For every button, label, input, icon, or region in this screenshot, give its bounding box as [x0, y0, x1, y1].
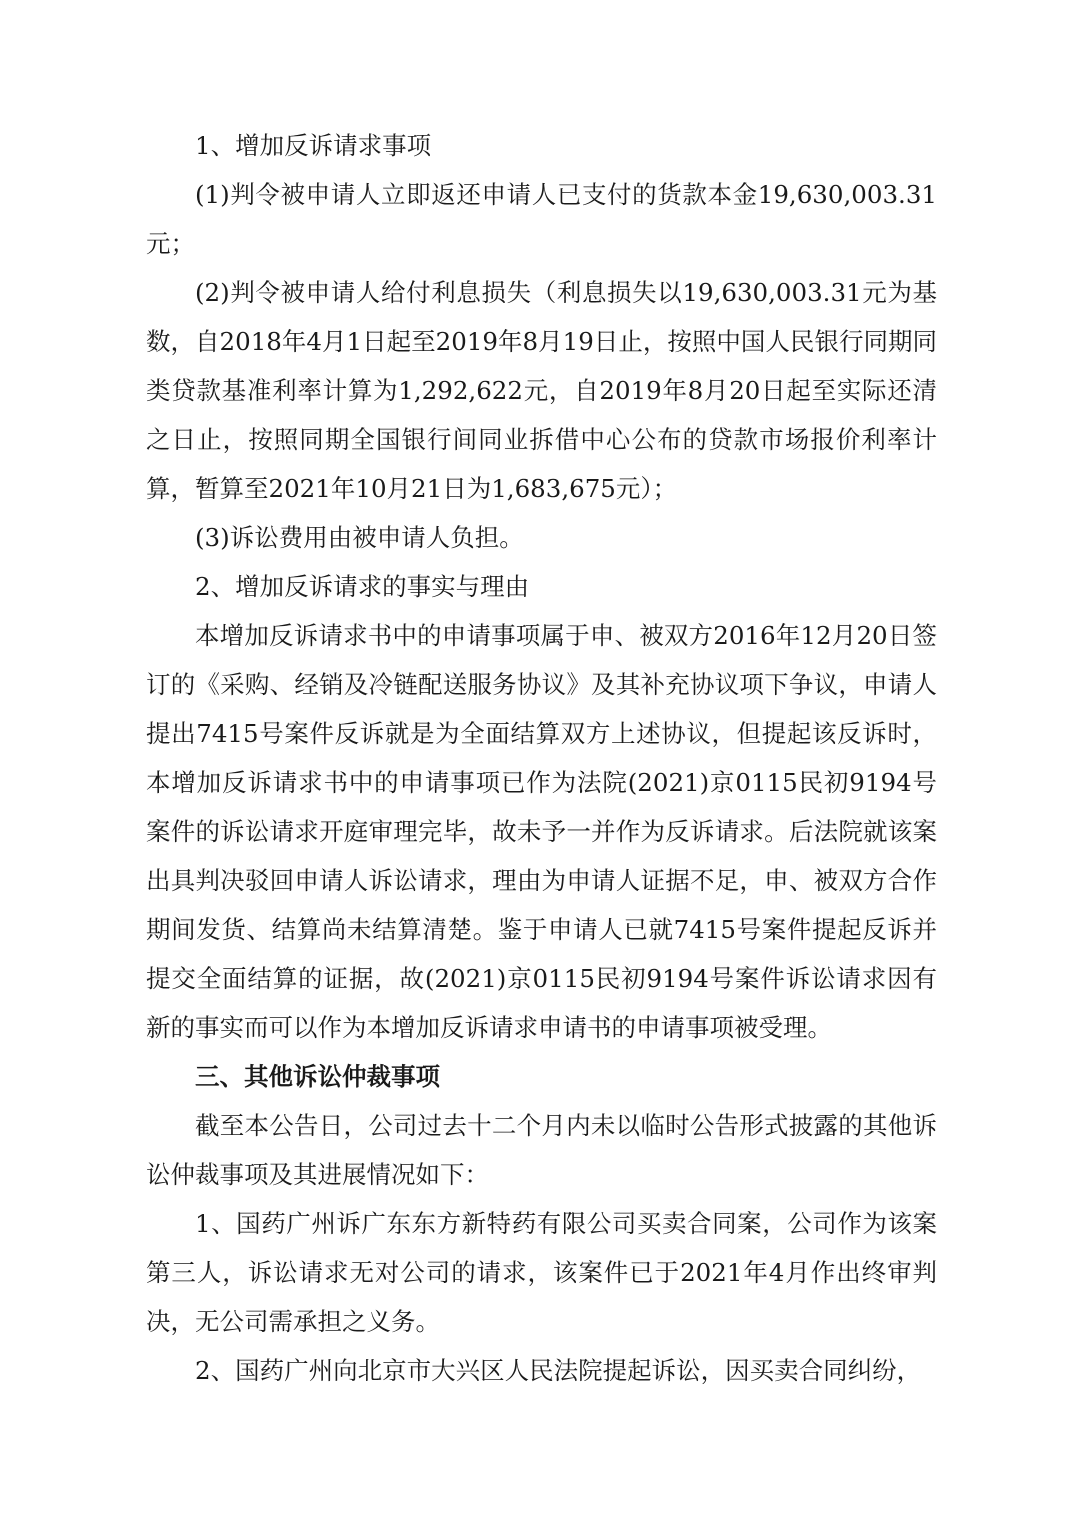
paragraph-5: 2、增加反诉请求的事实与理由 — [195, 572, 530, 601]
paragraph-7: 截至本公告日，公司过去十二个月内未以临时公告形式披露的其他诉讼仲裁事项及其进展情况如下： — [146, 1111, 937, 1189]
paragraph-8: 1、国药广州诉广东东方新特药有限公司买卖合同案，公司作为该案第三人，诉讼请求无对公司的请求，该案件已于2021年4月作出终审判决，无公司需承担之义务。 — [146, 1209, 937, 1336]
paragraph-4: (3)诉讼费用由被申请人负担。 — [195, 523, 524, 552]
paragraph-6: 本增加反诉请求书中的申请事项属于申、被双方2016年12月20日签订的《采购、经销及冷链配送服务协议》及其补充协议项下争议，申请人提出7415号案件反诉就是为全面结算双方上述协议，但提起该反诉时，本增加反诉请求书中的申请事项已作为法院(2021)京0115民初9194号案件的诉讼请求开庭审理完毕，故未予一并作为反诉请求。后法院就该案出具判决驳回申请人诉讼请求，理由为申请人证据不足，申、被双方合作期间发货、结算尚未结算清楚。鉴于申请人已就7415号案件提起反诉并提交全面结算的证据，故(2021)京0115民初9194号案件诉讼请求因有新的事实而可以作为本增加反诉请求申请书的申请事项被受理。 — [146, 621, 937, 1042]
paragraph-9: 2、国药广州向北京市大兴区人民法院提起诉讼，因买卖合同纠纷， — [195, 1356, 922, 1385]
section-heading: 三、其他诉讼仲裁事项 — [195, 1062, 440, 1091]
paragraph-2: (1)判令被申请人立即返还申请人已支付的货款本金19,630,003.31元； — [146, 180, 937, 258]
paragraph-1: 1、增加反诉请求事项 — [195, 131, 432, 160]
paragraph-3: (2)判令被申请人给付利息损失（利息损失以19,630,003.31元为基数，自2018年4月1日起至2019年8月19日止，按照中国人民银行同期同类贷款基准利率计算为1,292,622元，自2019年8月20日起至实际还清之日止，按照同期全国银行间同业拆借中心公布的贷款市场报价利率计算，暂算至2021年10月21日为1,683,675元）； — [146, 278, 937, 503]
